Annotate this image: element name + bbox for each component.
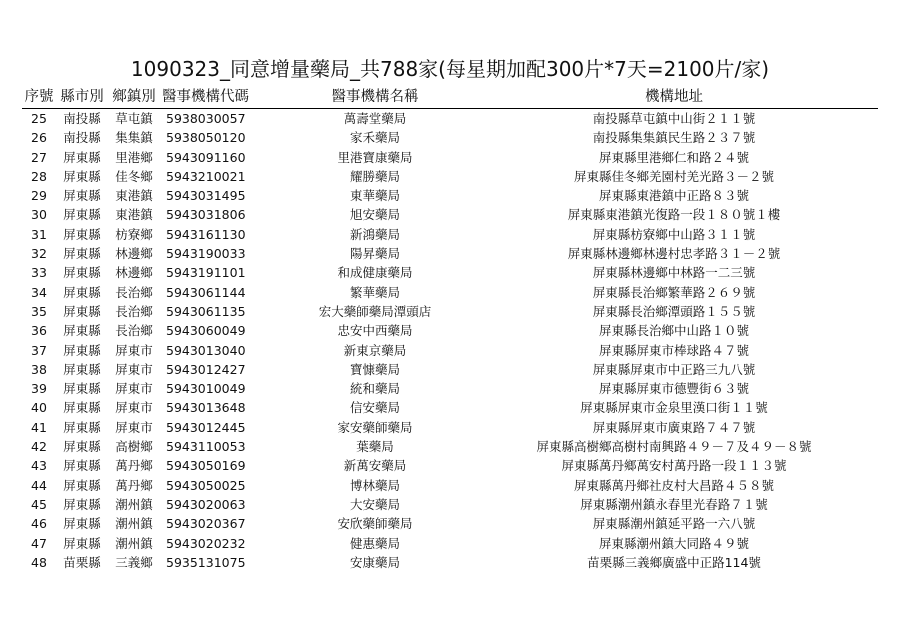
cell-township: 三義鄉 — [115, 554, 153, 570]
cell-address: 屏東縣潮州鎮大同路４９號 — [598, 535, 749, 551]
cell-address: 屏東縣里港鄉仁和路２４號 — [598, 149, 749, 165]
cell-county: 屏東縣 — [63, 516, 101, 532]
cell-institution-code: 5943031806 — [166, 207, 246, 223]
table-row — [22, 398, 878, 417]
table-row — [22, 167, 878, 186]
cell-address: 屏東縣林邊鄉林邊村忠孝路３１－２號 — [567, 246, 781, 262]
cell-serial-number: 40 — [31, 400, 47, 416]
cell-institution-name: 葉藥局 — [356, 439, 394, 455]
cell-township: 枋寮鄉 — [115, 226, 153, 242]
cell-county: 苗栗縣 — [63, 554, 101, 570]
cell-institution-code: 5943060049 — [166, 323, 246, 339]
cell-institution-name: 家禾藥局 — [349, 130, 400, 146]
cell-township: 潮州鎮 — [115, 496, 153, 512]
table-row — [22, 495, 878, 514]
table-body — [22, 109, 878, 573]
cell-address: 屏東縣屏東市金泉里漢口街１１號 — [580, 400, 768, 416]
cell-address: 屏東縣潮州鎮延平路一六八號 — [592, 516, 756, 532]
cell-county: 屏東縣 — [63, 458, 101, 474]
cell-institution-name: 新鴻藥局 — [349, 226, 400, 242]
table-row — [22, 553, 878, 572]
cell-county: 屏東縣 — [63, 226, 101, 242]
cell-serial-number: 32 — [31, 246, 47, 262]
cell-address: 屏東縣萬丹鄉萬安村萬丹路一段１１３號 — [561, 458, 787, 474]
cell-institution-name: 安欣藥師藥局 — [337, 516, 413, 532]
cell-serial-number: 41 — [31, 419, 47, 435]
cell-township: 屏東市 — [115, 419, 153, 435]
cell-institution-name: 健惠藥局 — [349, 535, 400, 551]
cell-address: 屏東縣屏東市廣東路７４７號 — [592, 419, 756, 435]
table-row — [22, 534, 878, 553]
cell-county: 屏東縣 — [63, 188, 101, 204]
cell-institution-code: 5943013648 — [166, 400, 246, 416]
cell-county: 屏東縣 — [63, 284, 101, 300]
table-row — [22, 283, 878, 302]
table-row — [22, 263, 878, 282]
cell-serial-number: 27 — [31, 149, 47, 165]
cell-institution-code: 5943020063 — [166, 496, 246, 512]
cell-address: 屏東縣長治鄉繁華路２６９號 — [592, 284, 756, 300]
table-row — [22, 128, 878, 147]
cell-township: 高樹鄉 — [115, 439, 153, 455]
cell-township: 潮州鎮 — [115, 535, 153, 551]
cell-township: 里港鄉 — [115, 149, 153, 165]
table-row — [22, 514, 878, 533]
cell-serial-number: 38 — [31, 361, 47, 377]
cell-township: 長治鄉 — [115, 284, 153, 300]
cell-address: 屏東縣萬丹鄉社皮村大昌路４５８號 — [573, 477, 774, 493]
cell-institution-name: 繁華藥局 — [349, 284, 400, 300]
cell-township: 萬丹鄉 — [115, 477, 153, 493]
cell-institution-name: 統和藥局 — [349, 381, 400, 397]
cell-serial-number: 43 — [31, 458, 47, 474]
cell-township: 東港鎮 — [115, 188, 153, 204]
cell-county: 屏東縣 — [63, 303, 101, 319]
cell-institution-code: 5938030057 — [166, 111, 246, 126]
cell-serial-number: 35 — [31, 303, 47, 319]
cell-serial-number: 48 — [31, 554, 47, 570]
cell-township: 林邊鄉 — [115, 265, 153, 281]
cell-institution-code: 5943161130 — [166, 226, 246, 242]
cell-serial-number: 39 — [31, 381, 47, 397]
header-institution-code: 醫事機構代碼 — [160, 86, 280, 109]
cell-township: 屏東市 — [115, 400, 153, 416]
table-row — [22, 109, 878, 129]
cell-address: 屏東縣東港鎮光復路一段１８０號１樓 — [567, 207, 781, 223]
cell-township: 佳冬鄉 — [115, 168, 153, 184]
cell-serial-number: 29 — [31, 188, 47, 204]
cell-institution-code: 5943110053 — [166, 439, 246, 455]
cell-institution-name: 信安藥局 — [349, 400, 400, 416]
cell-township: 東港鎮 — [115, 207, 153, 223]
cell-township: 萬丹鄉 — [115, 458, 153, 474]
cell-institution-code: 5943210021 — [166, 168, 246, 184]
cell-institution-name: 新東京藥局 — [343, 342, 407, 358]
cell-institution-code: 5943010049 — [166, 381, 246, 397]
cell-institution-code: 5943050169 — [166, 458, 246, 474]
cell-serial-number: 46 — [31, 516, 47, 532]
cell-institution-name: 忠安中西藥局 — [337, 323, 413, 339]
cell-county: 南投縣 — [63, 130, 101, 146]
cell-address: 南投縣草屯鎮中山街２１１號 — [592, 111, 756, 126]
header-serial-number: 序號 — [22, 86, 56, 109]
cell-county: 屏東縣 — [63, 361, 101, 377]
cell-institution-code: 5943020367 — [166, 516, 246, 532]
header-township: 鄉鎮別 — [108, 86, 160, 109]
cell-institution-code: 5943091160 — [166, 149, 246, 165]
cell-address: 屏東縣高樹鄉高樹村南興路４９－７及４９－８號 — [536, 439, 812, 455]
table-row — [22, 205, 878, 224]
cell-serial-number: 26 — [31, 130, 47, 146]
cell-county: 屏東縣 — [63, 342, 101, 358]
cell-institution-name: 里港寶康藥局 — [337, 149, 413, 165]
cell-institution-code: 5943050025 — [166, 477, 246, 493]
cell-address: 屏東縣屏東市德豐街６３號 — [598, 381, 749, 397]
cell-county: 屏東縣 — [63, 419, 101, 435]
cell-institution-name: 耀勝藥局 — [349, 168, 400, 184]
cell-address: 苗栗縣三義鄉廣盛中正路114號 — [587, 554, 761, 570]
document-title: 1090323_同意增量藥局_共788家(每星期加配300片*7天=2100片/家) — [130, 57, 770, 81]
cell-township: 集集鎮 — [115, 130, 153, 146]
cell-institution-code: 5943191101 — [166, 265, 246, 281]
cell-institution-code: 5943020232 — [166, 535, 246, 551]
cell-township: 林邊鄉 — [115, 246, 153, 262]
pharmacy-table — [22, 86, 878, 572]
cell-county: 屏東縣 — [63, 168, 101, 184]
table-row — [22, 225, 878, 244]
cell-county: 屏東縣 — [63, 149, 101, 165]
cell-county: 屏東縣 — [63, 246, 101, 262]
cell-county: 屏東縣 — [63, 439, 101, 455]
cell-address: 屏東縣東港鎮中正路８３號 — [598, 188, 749, 204]
cell-serial-number: 37 — [31, 342, 47, 358]
cell-county: 屏東縣 — [63, 265, 101, 281]
cell-institution-name: 宏大藥師藥局潭頭店 — [318, 303, 432, 319]
table-row — [22, 186, 878, 205]
cell-township: 潮州鎮 — [115, 516, 153, 532]
cell-serial-number: 34 — [31, 284, 47, 300]
cell-serial-number: 42 — [31, 439, 47, 455]
cell-institution-name: 陽昇藥局 — [349, 246, 400, 262]
cell-institution-code: 5943012427 — [166, 361, 246, 377]
table-row — [22, 302, 878, 321]
cell-institution-code: 5943013040 — [166, 342, 246, 358]
cell-serial-number: 44 — [31, 477, 47, 493]
cell-county: 南投縣 — [63, 111, 101, 126]
cell-serial-number: 45 — [31, 496, 47, 512]
header-address: 機構地址 — [470, 86, 878, 109]
cell-institution-code: 5943190033 — [166, 246, 246, 262]
cell-institution-code: 5943012445 — [166, 419, 246, 435]
cell-serial-number: 47 — [31, 535, 47, 551]
table-row — [22, 437, 878, 456]
cell-township: 屏東市 — [115, 381, 153, 397]
cell-institution-code: 5943031495 — [166, 188, 246, 204]
cell-institution-code: 5943061144 — [166, 284, 246, 300]
cell-institution-name: 家安藥師藥局 — [337, 419, 413, 435]
cell-institution-code: 5938050120 — [166, 130, 246, 146]
cell-address: 屏東縣佳冬鄉羌園村羌光路３－２號 — [573, 168, 774, 184]
table-header-row — [22, 86, 878, 109]
cell-address: 南投縣集集鎮民生路２３７號 — [592, 130, 756, 146]
cell-address: 屏東縣屏東市棒球路４７號 — [598, 342, 749, 358]
header-county: 縣市別 — [56, 86, 108, 109]
cell-township: 長治鄉 — [115, 303, 153, 319]
cell-institution-name: 博林藥局 — [349, 477, 400, 493]
cell-serial-number: 31 — [31, 226, 47, 242]
cell-township: 長治鄉 — [115, 323, 153, 339]
cell-address: 屏東縣林邊鄉中林路一二三號 — [592, 265, 756, 281]
cell-institution-code: 5935131075 — [166, 554, 246, 570]
cell-county: 屏東縣 — [63, 323, 101, 339]
cell-institution-name: 東華藥局 — [349, 188, 400, 204]
cell-institution-name: 新萬安藥局 — [343, 458, 407, 474]
cell-county: 屏東縣 — [63, 496, 101, 512]
table-row — [22, 244, 878, 263]
cell-institution-name: 安康藥局 — [349, 554, 400, 570]
cell-institution-name: 寶慷藥局 — [349, 361, 400, 377]
cell-institution-name: 萬壽堂藥局 — [343, 111, 407, 126]
cell-address: 屏東縣長治鄉潭頭路１５５號 — [592, 303, 756, 319]
cell-serial-number: 33 — [31, 265, 47, 281]
header-institution-name: 醫事機構名稱 — [280, 86, 470, 109]
cell-county: 屏東縣 — [63, 477, 101, 493]
table-row — [22, 341, 878, 360]
cell-institution-code: 5943061135 — [166, 303, 246, 319]
table-row — [22, 418, 878, 437]
table-row — [22, 456, 878, 475]
table-row — [22, 360, 878, 379]
table-row — [22, 321, 878, 340]
cell-serial-number: 28 — [31, 168, 47, 184]
table-row — [22, 379, 878, 398]
table-row — [22, 476, 878, 495]
cell-address: 屏東縣潮州鎮永春里光春路７１號 — [580, 496, 768, 512]
cell-township: 屏東市 — [115, 342, 153, 358]
cell-institution-name: 和成健康藥局 — [337, 265, 413, 281]
cell-institution-name: 大安藥局 — [349, 496, 400, 512]
cell-institution-name: 旭安藥局 — [349, 207, 400, 223]
cell-county: 屏東縣 — [63, 381, 101, 397]
cell-county: 屏東縣 — [63, 535, 101, 551]
cell-county: 屏東縣 — [63, 207, 101, 223]
cell-serial-number: 36 — [31, 323, 47, 339]
cell-address: 屏東縣屏東市中正路三九八號 — [592, 361, 756, 377]
cell-address: 屏東縣長治鄉中山路１０號 — [598, 323, 749, 339]
cell-township: 屏東市 — [115, 361, 153, 377]
cell-serial-number: 25 — [31, 111, 47, 126]
cell-township: 草屯鎮 — [115, 111, 153, 126]
cell-address: 屏東縣枋寮鄉中山路３１１號 — [592, 226, 756, 242]
cell-serial-number: 30 — [31, 207, 47, 223]
table-row — [22, 148, 878, 167]
cell-county: 屏東縣 — [63, 400, 101, 416]
